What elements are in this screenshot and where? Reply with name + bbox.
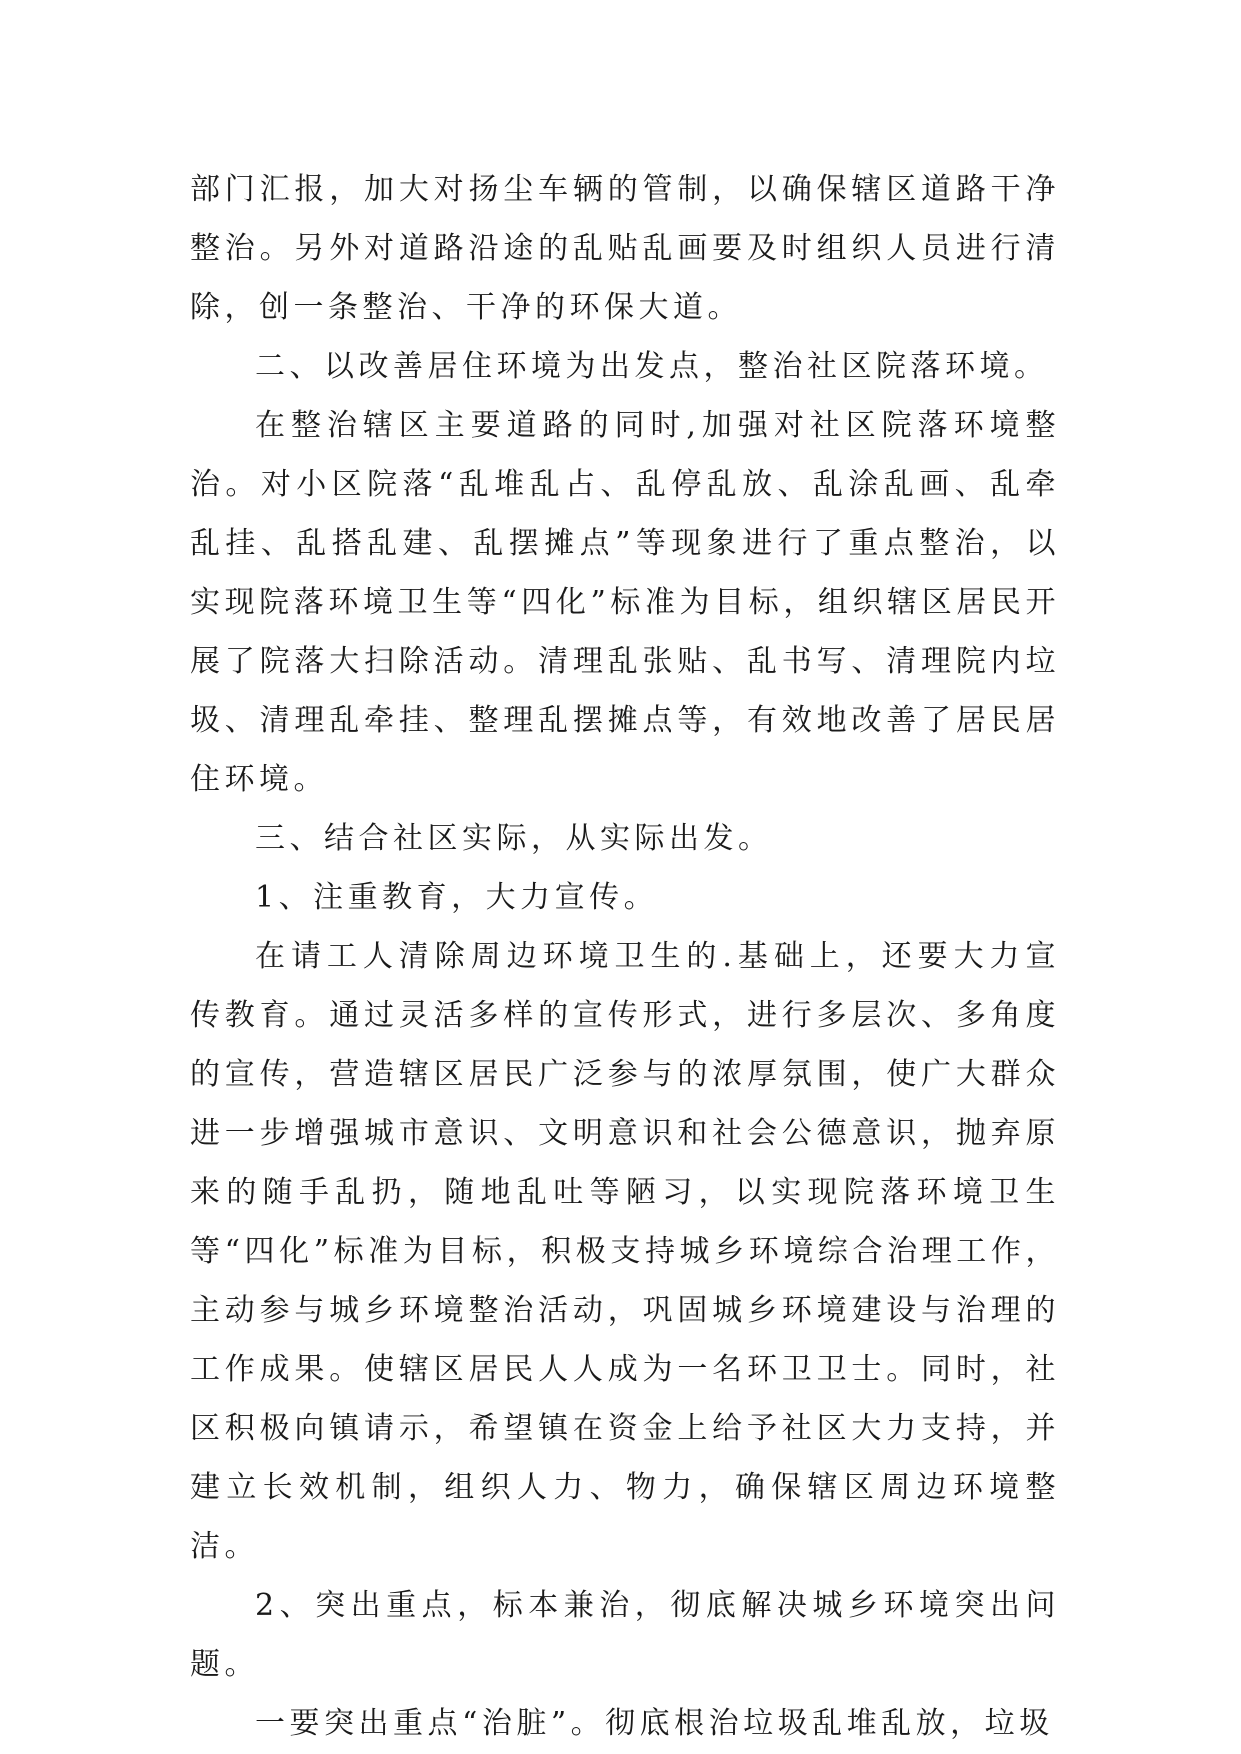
- heading-section-three: 三、结合社区实际，从实际出发。: [255, 821, 773, 856]
- subheading-education: 1、注重教育，大力宣传。: [255, 880, 659, 915]
- paragraph-treat-dirt: 一要突出重点“治脏”。彻底根治垃圾乱堆乱放，垃圾: [255, 1706, 1054, 1741]
- subheading-key-issues: 2、突出重点，标本兼治，彻底解决城乡环境突出问题。: [190, 1588, 1060, 1682]
- document-body: [190, 160, 1060, 1753]
- paragraph-courtyard-cleanup: 在整治辖区主要道路的同时,加强对社区院落环境整治。对小区院落“乱堆乱占、乱停乱放、乱涂乱画、乱牵乱挂、乱搭乱建、乱摆摊点”等现象进行了重点整治，以实现院落环境卫生等“四化”标准为目标，组织辖区居民开展了院落大扫除活动。清理乱张贴、乱书写、清理院内垃圾、清理乱牵挂、整理乱摆摊点等，有效地改善了居民居住环境。: [190, 408, 1060, 797]
- paragraph-publicity: 在请工人清除周边环境卫生的.基础上，还要大力宣传教育。通过灵活多样的宣传形式，进行多层次、多角度的宣传，营造辖区居民广泛参与的浓厚氛围，使广大群众进一步增强城市意识、文明意识和社会公德意识，抛弃原来的随手乱扔，随地乱吐等陋习，以实现院落环境卫生等“四化”标准为目标，积极支持城乡环境综合治理工作，主动参与城乡环境整治活动，巩固城乡环境建设与治理的工作成果。使辖区居民人人成为一名环卫卫士。同时，社区积极向镇请示，希望镇在资金上给予社区大力支持，并建立长效机制，组织人力、物力，确保辖区周边环境整洁。: [190, 939, 1060, 1564]
- heading-section-two: 二、以改善居住环境为出发点，整治社区院落环境。: [255, 349, 1049, 384]
- paragraph-road-control: 部门汇报，加大对扬尘车辆的管制，以确保辖区道路干净整治。另外对道路沿途的乱贴乱画要及时组织人员进行清除，创一条整治、干净的环保大道。: [190, 172, 1060, 325]
